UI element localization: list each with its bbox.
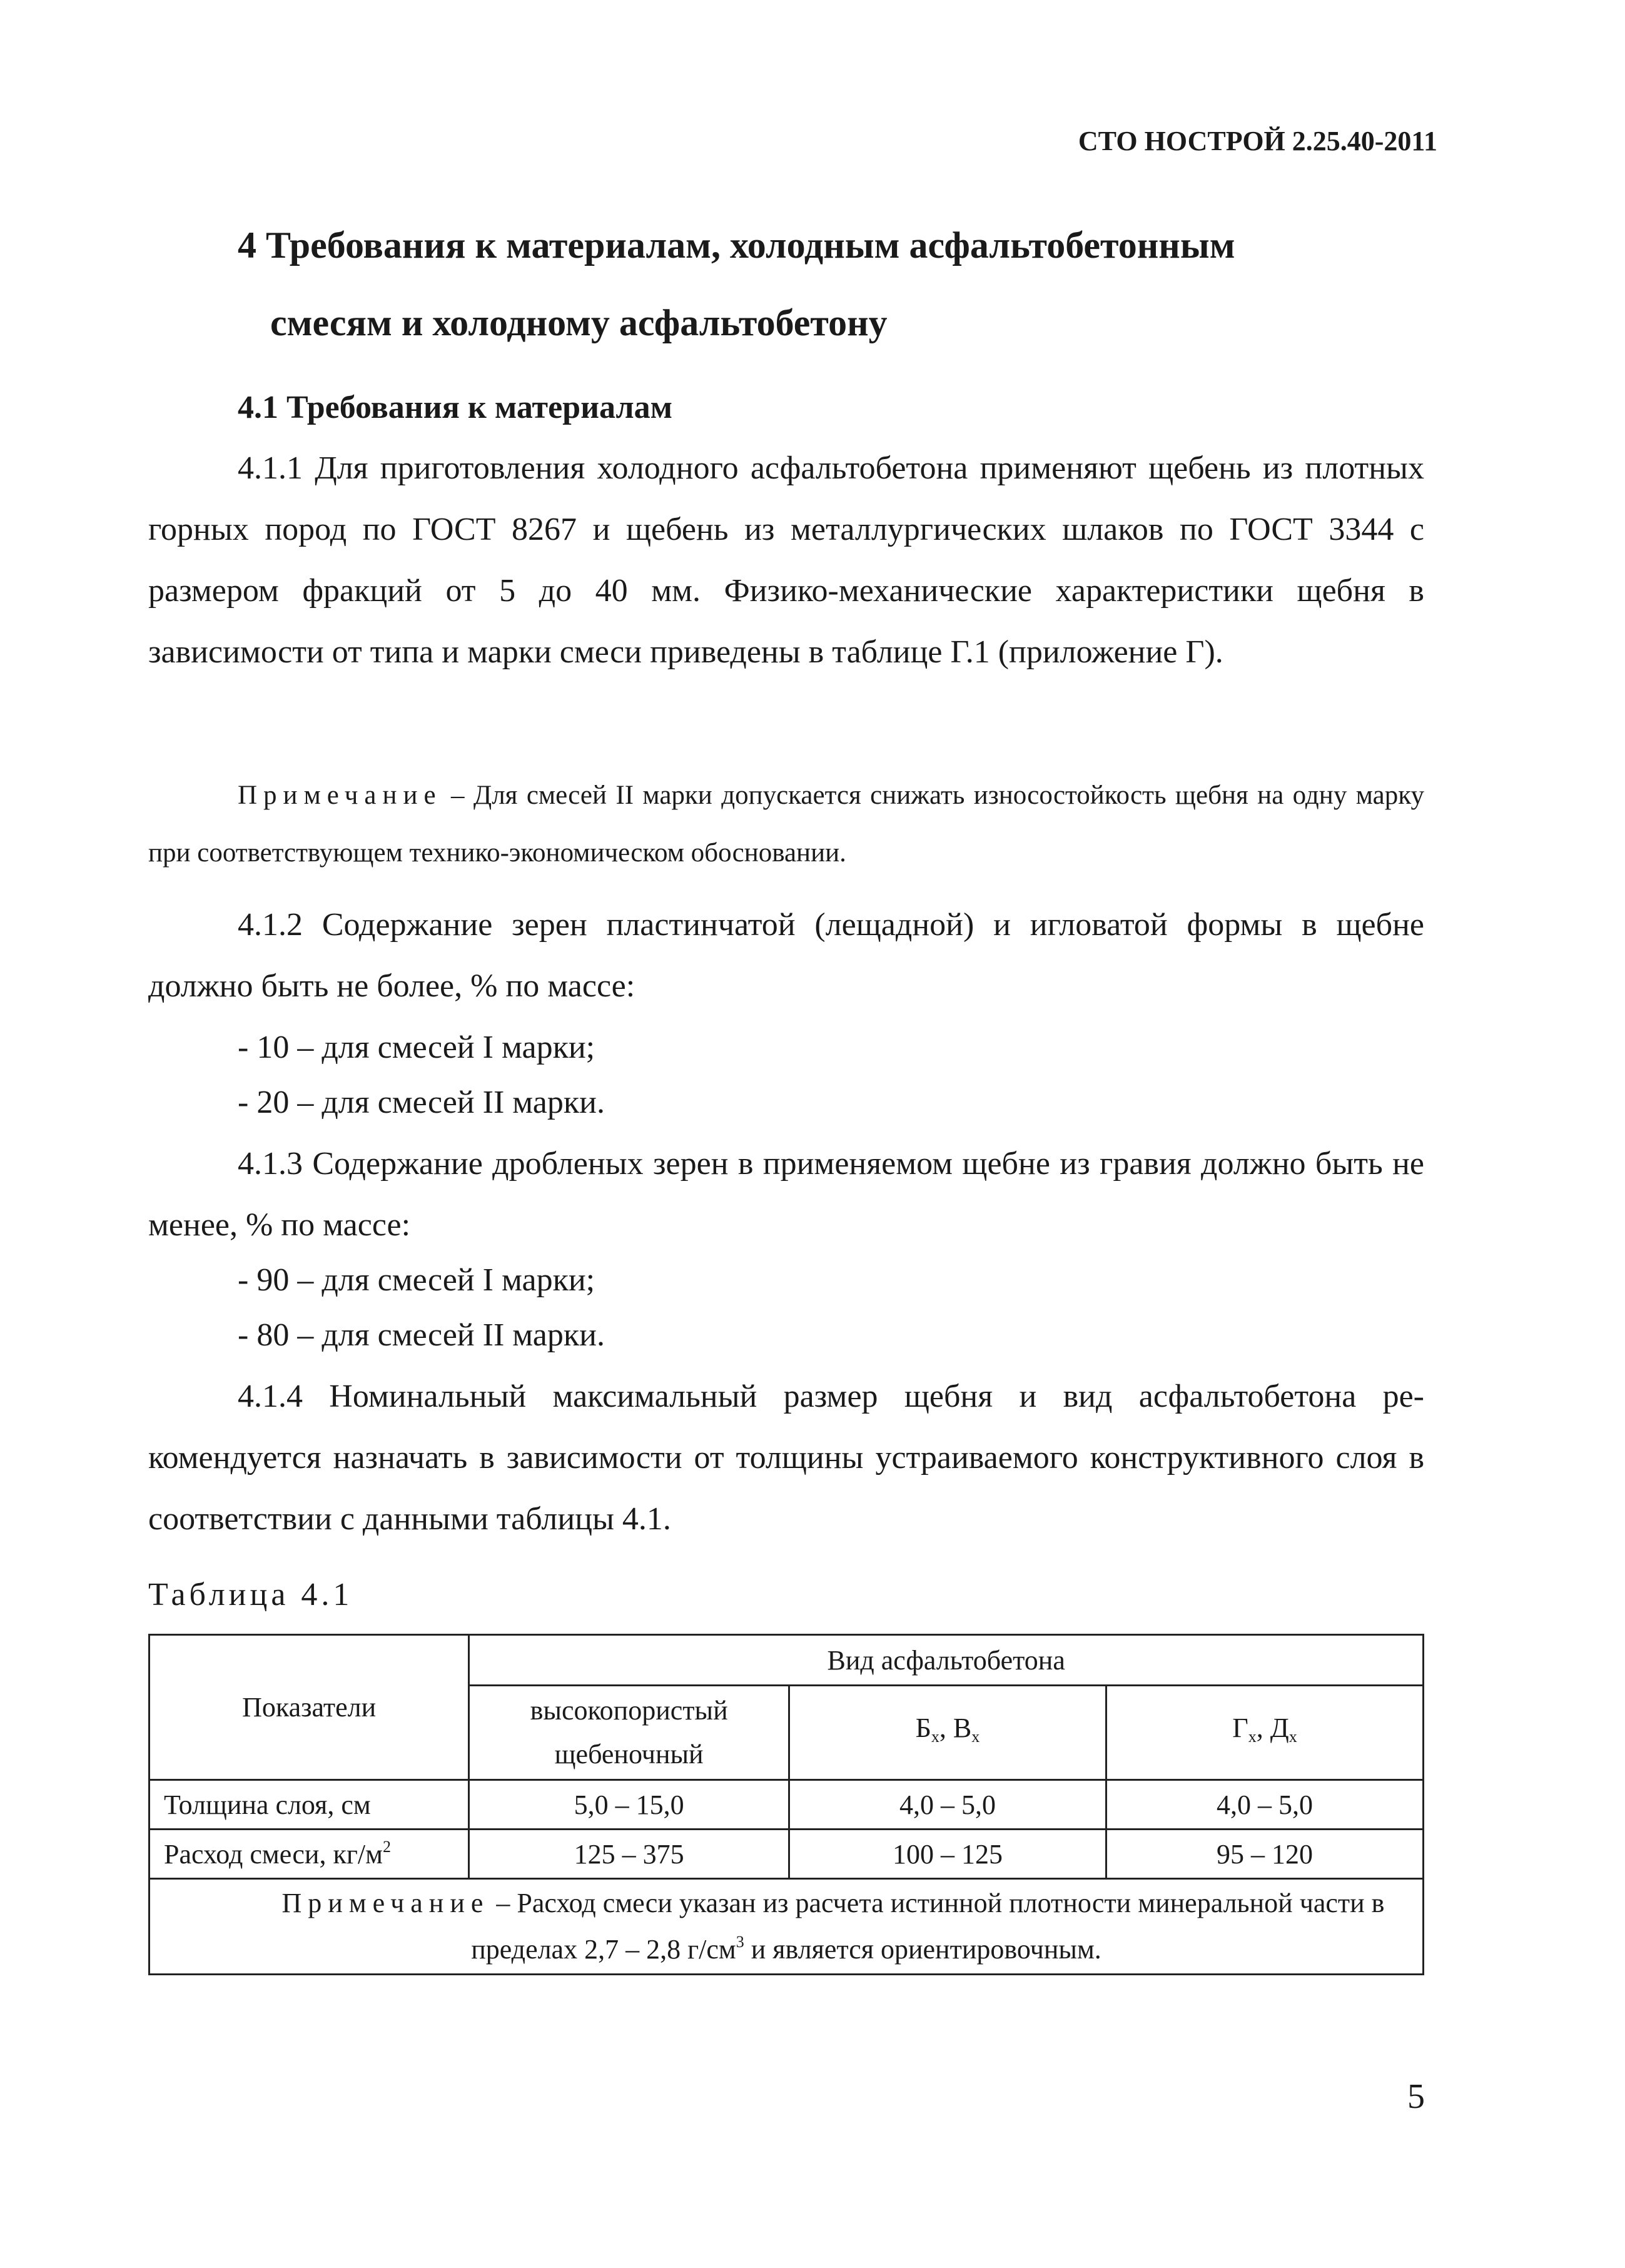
note-4-1-1 bbox=[148, 767, 1424, 882]
row-label: Толщина слоя, см bbox=[149, 1780, 469, 1830]
table-cell: 5,0 – 15,0 bbox=[469, 1780, 789, 1830]
page-number: 5 bbox=[1407, 2077, 1425, 2116]
header-indicators: Показатели bbox=[149, 1635, 469, 1780]
list-item: - 20 – для смесей II марки. bbox=[238, 1085, 605, 1120]
section-title bbox=[238, 206, 1426, 362]
table-4-1 bbox=[148, 1634, 1424, 1975]
paragraph-4-1-4: 4.1.4 Номинальный максимальный размер щебня и вид асфальтобетона рекомендуется назначать в зависимости от толщины устраиваемого конструктивного слоя в соответствии с данными таблицы 4.1. bbox=[148, 1379, 1424, 1537]
row-label: Расход смеси, $кг/м^2$ bbox=[149, 1830, 469, 1879]
header-col-high-porous: высокопористый щебеночный bbox=[469, 1686, 789, 1780]
table-cell: 4,0 – 5,0 bbox=[1106, 1780, 1423, 1830]
table-note: Примечание – Расход смеси указан из расчета истинной плотности минеральной части в пределах 2,7 – 2,8 $г/см^3$ и является ориентировочным. bbox=[149, 1879, 1424, 1975]
header-asphalt-type: Вид асфальтобетона bbox=[469, 1635, 1424, 1686]
subsection-title: 4.1 Требования к материалам bbox=[238, 390, 673, 425]
list-item: - 90 – для смесей I марки; bbox=[238, 1262, 595, 1298]
table-cell: 100 – 125 bbox=[789, 1830, 1106, 1879]
note-text: – Для смесей II марки допускается снижать износостойкость щебня на одну марку при соответствующем технико-экономическом обосновании. bbox=[148, 781, 1424, 868]
header-col-g-d: $Г_х$, $Д_х$ bbox=[1106, 1686, 1423, 1780]
paragraph-4-1-1: 4.1.1 Для приготовления холодного асфальтобетона применяют щебень из плотных горных пород по ГОСТ 8267 и щебень из металлургических шлаков по ГОСТ 3344 с размером фракций от 5 до 40 мм. Физико-механические характеристики щебня в зависимости от типа и марки смеси приведены в таблице Г.1 (приложение Г). bbox=[148, 450, 1424, 670]
document-code: СТО НОСТРОЙ 2.25.40-2011 bbox=[1078, 126, 1437, 156]
list-item: - 10 – для смесей I марки; bbox=[238, 1030, 595, 1065]
note-label: Примечание bbox=[238, 781, 442, 810]
list-item: - 80 – для смесей II марки. bbox=[238, 1317, 605, 1353]
table-row bbox=[149, 1830, 1424, 1879]
section-title-line2: смесям и холодному асфальтобетону bbox=[270, 302, 888, 343]
section-title-line1: 4 Требования к материалам, холодным асфальтобетонным bbox=[238, 225, 1235, 266]
table-caption: Таблица 4.1 bbox=[148, 1577, 353, 1612]
table-cell: 125 – 375 bbox=[469, 1830, 789, 1879]
table-row bbox=[149, 1780, 1424, 1830]
paragraph-4-1-3: 4.1.3 Содержание дробленых зерен в применяемом щебне из гравия должно быть не менее, % по массе: bbox=[148, 1146, 1424, 1243]
paragraph-4-1-2: 4.1.2 Содержание зерен пластинчатой (лещадной) и игловатой формы в щебне должно быть не более, % по массе: bbox=[148, 907, 1424, 1004]
table-cell: 4,0 – 5,0 bbox=[789, 1780, 1106, 1830]
table-cell: 95 – 120 bbox=[1106, 1830, 1423, 1879]
header-col-b-v: $Б_х$, $В_х$ bbox=[789, 1686, 1106, 1780]
